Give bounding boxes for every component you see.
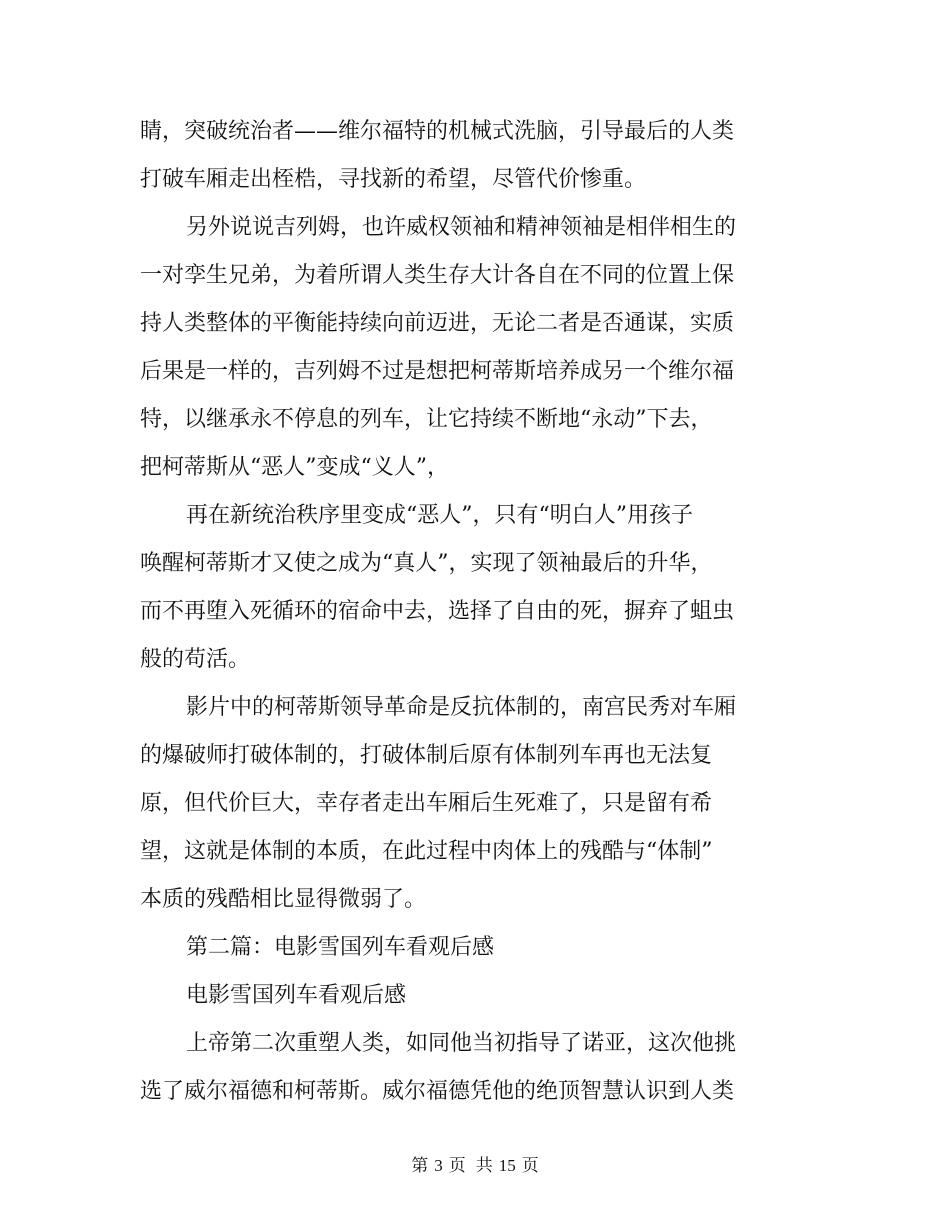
text-line: 本质的残酷相比显得微弱了。	[140, 887, 427, 912]
text-line: 而不再堕入死循环的宿命中去，选择了自由的死，摒弃了蛆虫	[140, 599, 735, 624]
footer-prefix: 第	[411, 1156, 429, 1176]
text-line: 持人类整体的平衡能持续向前迈进，无论二者是否通谋，实质	[140, 311, 735, 336]
paragraph-start: 影片中的柯蒂斯领导革命是反抗体制的，南宫民秀对车厢	[186, 695, 737, 720]
text-line: 把柯蒂斯从“恶人”变成“义人”，	[140, 455, 449, 480]
text-line: 唤醒柯蒂斯才又使之成为“真人”，实现了领袖最后的升华，	[140, 551, 713, 576]
body-text	[140, 108, 742, 1116]
text-line: 原，但代价巨大，幸存者走出车厢后生死难了，只是留有希	[140, 791, 713, 816]
text-line: 选了威尔福德和柯蒂斯。威尔福德凭他的绝顶智慧认识到人类	[140, 1079, 735, 1104]
text-line: 打破车厢走出桎梏，寻找新的希望，尽管代价惨重。	[140, 167, 647, 192]
page-number: 3	[434, 1156, 443, 1175]
text-line: 特，以继承永不停息的列车，让它持续不断地“永动”下去，	[140, 407, 713, 432]
text-line: 睛，突破统治者——维尔福特的机械式洗脑，引导最后的人类	[140, 119, 735, 144]
page-footer	[0, 1154, 950, 1178]
paragraph-start: 再在新统治秩序里变成“恶人”，只有“明白人”用孩子	[186, 503, 693, 528]
text-line: 望，这就是体制的本质，在此过程中肉体上的残酷与“体制”	[140, 839, 713, 864]
section-heading: 第二篇：电影雪国列车看观后感	[186, 935, 495, 960]
article-title: 电影雪国列车看观后感	[186, 983, 407, 1008]
text-line: 后果是一样的，吉列姆不过是想把柯蒂斯培养成另一个维尔福	[140, 359, 735, 384]
text-line: 的爆破师打破体制的，打破体制后原有体制列车再也无法复	[140, 743, 713, 768]
paragraph-start: 另外说说吉列姆，也许威权领袖和精神领袖是相伴相生的	[186, 215, 737, 240]
paragraph-start: 上帝第二次重塑人类，如同他当初指导了诺亚，这次他挑	[186, 1031, 737, 1056]
text-line: 般的苟活。	[140, 647, 251, 672]
total-pages: 15	[498, 1156, 516, 1175]
text-line: 一对孪生兄弟，为着所谓人类生存大计各自在不同的位置上保	[140, 263, 735, 288]
footer-suffix: 页	[521, 1156, 539, 1176]
footer-total-word: 共	[475, 1156, 493, 1176]
footer-page-word: 页	[448, 1156, 466, 1176]
